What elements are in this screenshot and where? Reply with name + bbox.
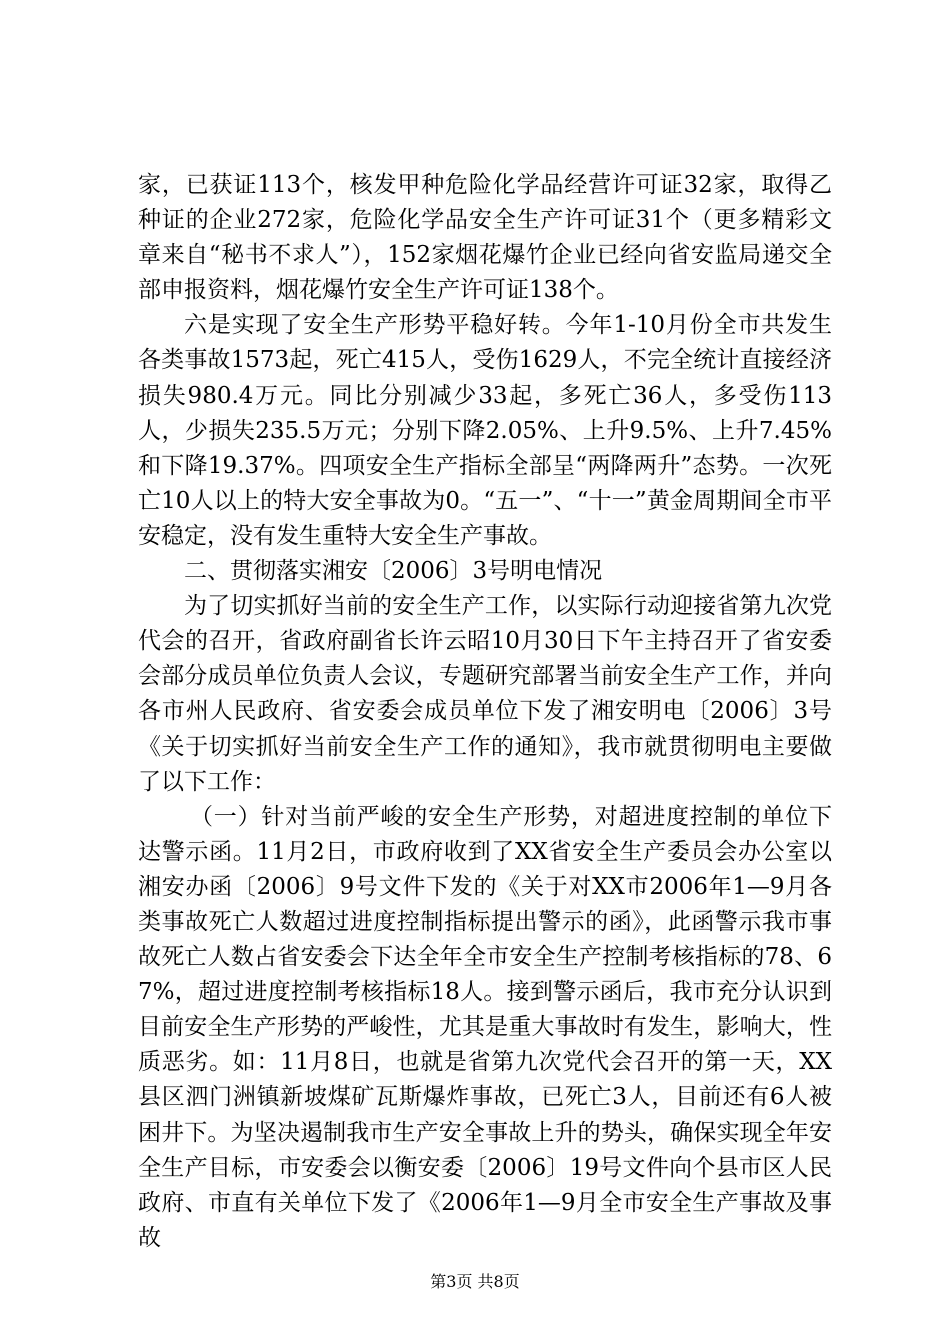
- paragraph-notice-implementation: 为了切实抓好当前的安全生产工作，以实际行动迎接省第九次党代会的召开，省政府副省长许云昭10月30日下午主持召开了省安委会部分成员单位负责人会议，专题研究部署当前安全生产工作，并向各市州人民政府、省安委会成员单位下发了湘安明电〔2006〕3号《关于切实抓好当前安全生产工作的通知》，我市就贯彻明电主要做了以下工作：: [138, 593, 832, 795]
- page-footer: 第3页 共8页: [430, 1272, 520, 1291]
- document-body: [138, 168, 832, 1256]
- section-heading: 二、贯彻落实湘安〔2006〕3号明电情况: [184, 558, 603, 585]
- paragraph-safety-situation: 六是实现了安全生产形势平稳好转。今年1-10月份全市共发生各类事故1573起，死亡415人，受伤1629人，不完全统计直接经济损失980.4万元。同比分别减少33起，多死亡36人，多受伤113人，少损失235.5万元；分别下降2.05%、上升9.5%、上升7.45%和下降19.37%。四项安全生产指标全部呈“两降两升”态势。一次死亡10人以上的特大安全事故为0。“五一”、“十一”黄金周期间全市平安稳定，没有发生重特大安全生产事故。: [138, 312, 832, 549]
- paragraph-warning-letter: （一）针对当前严峻的安全生产形势，对超进度控制的单位下达警示函。11月2日，市政府收到了XX省安全生产委员会办公室以湘安办函〔2006〕9号文件下发的《关于对XX市2006年1—9月各类事故死亡人数超过进度控制指标提出警示的函》，此函警示我市事故死亡人数占省安委会下达全年全市安全生产控制考核指标的78、67%，超过进度控制考核指标18人。接到警示函后，我市充分认识到目前安全生产形势的严峻性，尤其是重大事故时有发生，影响大，性质恶劣。如：11月8日，也就是省第九次党代会召开的第一天，XX县区泗门洲镇新坡煤矿瓦斯爆炸事故，已死亡3人，目前还有6人被困井下。为坚决遏制我市生产安全事故上升的势头，确保实现全年安全生产目标，市安委会以衡安委〔2006〕19号文件向个县市区人民政府、市直有关单位下发了《2006年1—9月全市安全生产事故及事故: [138, 803, 832, 1251]
- paragraph-continued: 家，已获证113个，核发甲种危险化学品经营许可证32家，取得乙种证的企业272家，危险化学品安全生产许可证31个（更多精彩文章来自“秘书不求人”），152家烟花爆竹企业已经向省安监局递交全部申报资料，烟花爆竹安全生产许可证138个。: [138, 172, 832, 304]
